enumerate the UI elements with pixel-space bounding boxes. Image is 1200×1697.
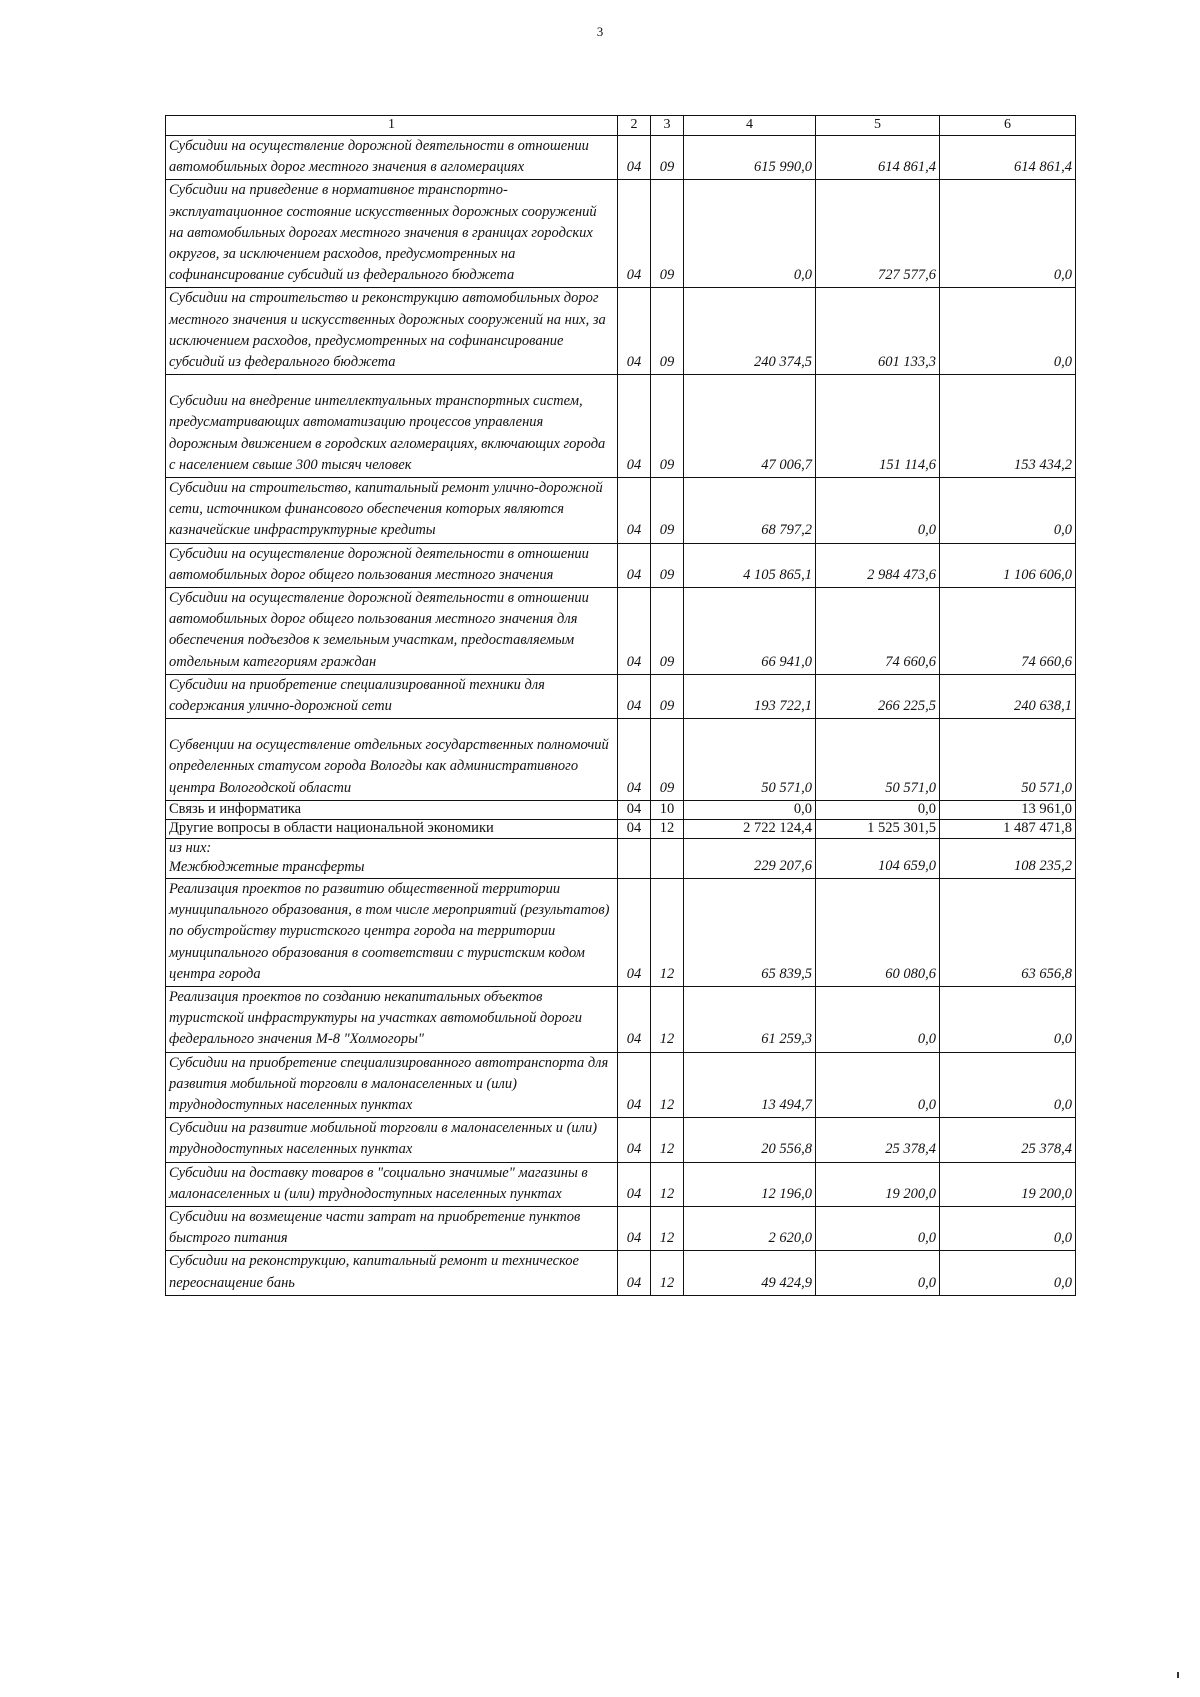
section-code: 04 — [618, 1162, 651, 1206]
amount-col-5: 0,0 — [816, 986, 940, 1052]
table-row — [166, 1251, 1076, 1295]
table-row — [166, 838, 1076, 878]
subsection-code: 12 — [651, 1162, 684, 1206]
subsection-code: 12 — [651, 1206, 684, 1250]
section-code: 04 — [618, 986, 651, 1052]
subsection-code: 09 — [651, 288, 684, 375]
table-row — [166, 1162, 1076, 1206]
section-code: 04 — [618, 819, 651, 838]
subsection-code: 12 — [651, 1118, 684, 1162]
amount-col-5: 151 114,6 — [816, 375, 940, 478]
row-label: Другие вопросы в области национальной экономики — [166, 819, 618, 838]
section-code: 04 — [618, 288, 651, 375]
section-code: 04 — [618, 1118, 651, 1162]
row-label: Субсидии на возмещение части затрат на приобретение пунктов быстрого питания — [166, 1206, 618, 1250]
table-row — [166, 1206, 1076, 1250]
column-header: 5 — [816, 116, 940, 136]
table-row — [166, 588, 1076, 675]
amount-col-4: 615 990,0 — [684, 136, 816, 180]
amount-col-4: 229 207,6 — [684, 838, 816, 878]
table-row — [166, 180, 1076, 288]
row-label: Субсидии на осуществление дорожной деятельности в отношении автомобильных дорог общего пользования местного значения — [166, 543, 618, 587]
column-header: 6 — [940, 116, 1076, 136]
row-label-prefix: из них: — [169, 839, 212, 856]
amount-col-5: 266 225,5 — [816, 674, 940, 718]
column-header: 2 — [618, 116, 651, 136]
amount-col-4: 65 839,5 — [684, 878, 816, 986]
amount-col-4: 12 196,0 — [684, 1162, 816, 1206]
amount-col-5: 0,0 — [816, 1052, 940, 1118]
amount-col-6: 153 434,2 — [940, 375, 1076, 478]
amount-col-5: 601 133,3 — [816, 288, 940, 375]
row-label: Субсидии на внедрение интеллектуальных транспортных систем, предусматривающих автоматизацию процессов управления дорожным движением в городских агломерациях, включающих города с населением свыше 300 тысяч человек — [166, 375, 618, 478]
subsection-code: 10 — [651, 800, 684, 819]
table-row — [166, 719, 1076, 801]
amount-col-6: 240 638,1 — [940, 674, 1076, 718]
section-code: 04 — [618, 478, 651, 544]
amount-col-4: 61 259,3 — [684, 986, 816, 1052]
row-label: Субсидии на строительство и реконструкцию автомобильных дорог местного значения и искусственных дорожных сооружений на них, за исключением расходов, предусмотренных на софинансирование субсидий из федерального бюджета — [166, 288, 618, 375]
amount-col-4: 20 556,8 — [684, 1118, 816, 1162]
table-row — [166, 986, 1076, 1052]
budget-table — [165, 115, 1076, 1296]
subsection-code: 12 — [651, 878, 684, 986]
subsection-code — [651, 838, 684, 878]
amount-col-6: 108 235,2 — [940, 838, 1076, 878]
amount-col-4: 193 722,1 — [684, 674, 816, 718]
section-code: 04 — [618, 800, 651, 819]
section-code: 04 — [618, 136, 651, 180]
column-header: 3 — [651, 116, 684, 136]
amount-col-6: 0,0 — [940, 288, 1076, 375]
section-code: 04 — [618, 1052, 651, 1118]
amount-col-6: 13 961,0 — [940, 800, 1076, 819]
table-row — [166, 543, 1076, 587]
amount-col-4: 47 006,7 — [684, 375, 816, 478]
row-label: Субсидии на приобретение специализированной техники для содержания улично-дорожной сети — [166, 674, 618, 718]
amount-col-5: 0,0 — [816, 1206, 940, 1250]
table-row — [166, 288, 1076, 375]
amount-col-6: 1 106 606,0 — [940, 543, 1076, 587]
table-row — [166, 478, 1076, 544]
amount-col-5: 727 577,6 — [816, 180, 940, 288]
amount-col-4: 50 571,0 — [684, 719, 816, 801]
section-code: 04 — [618, 1251, 651, 1295]
row-label: Субвенции на осуществление отдельных государственных полномочий определенных статусом города Вологды как административного центра Вологодской области — [166, 719, 618, 801]
subsection-code: 12 — [651, 986, 684, 1052]
amount-col-6: 614 861,4 — [940, 136, 1076, 180]
row-label: Реализация проектов по созданию некапитальных объектов туристской инфраструктуры на участках автомобильной дороги федерального значения М-8 "Холмогоры" — [166, 986, 618, 1052]
amount-col-6: 25 378,4 — [940, 1118, 1076, 1162]
amount-col-4: 13 494,7 — [684, 1052, 816, 1118]
row-label: Субсидии на приобретение специализированного автотранспорта для развития мобильной торговли в малонаселенных и (или) труднодоступных населенных пунктах — [166, 1052, 618, 1118]
amount-col-5: 1 525 301,5 — [816, 819, 940, 838]
amount-col-6: 0,0 — [940, 1052, 1076, 1118]
amount-col-4: 0,0 — [684, 180, 816, 288]
amount-col-4: 49 424,9 — [684, 1251, 816, 1295]
amount-col-5: 104 659,0 — [816, 838, 940, 878]
amount-col-4: 0,0 — [684, 800, 816, 819]
row-label: Субсидии на осуществление дорожной деятельности в отношении автомобильных дорог местного значения в агломерациях — [166, 136, 618, 180]
table-row — [166, 375, 1076, 478]
amount-col-6: 1 487 471,8 — [940, 819, 1076, 838]
amount-col-5: 0,0 — [816, 800, 940, 819]
subsection-code: 09 — [651, 180, 684, 288]
column-header: 1 — [166, 116, 618, 136]
amount-col-5: 19 200,0 — [816, 1162, 940, 1206]
section-code: 04 — [618, 674, 651, 718]
amount-col-6: 74 660,6 — [940, 588, 1076, 675]
amount-col-5: 74 660,6 — [816, 588, 940, 675]
amount-col-4: 240 374,5 — [684, 288, 816, 375]
row-label: Субсидии на приведение в нормативное транспортно-эксплуатационное состояние искусственных дорожных сооружений на автомобильных дорогах местного значения в границах городских округов, за исключением расходов, предусмотренных на софинансирование субсидий из федерального бюджета — [166, 180, 618, 288]
subsection-code: 09 — [651, 543, 684, 587]
table-row — [166, 674, 1076, 718]
section-code: 04 — [618, 1206, 651, 1250]
scan-mark — [1177, 1672, 1179, 1678]
amount-col-5: 50 571,0 — [816, 719, 940, 801]
amount-col-6: 50 571,0 — [940, 719, 1076, 801]
amount-col-5: 60 080,6 — [816, 878, 940, 986]
section-code: 04 — [618, 878, 651, 986]
amount-col-6: 0,0 — [940, 180, 1076, 288]
subsection-code: 09 — [651, 375, 684, 478]
row-label: Субсидии на доставку товаров в "социально значимые" магазины в малонаселенных и (или) труднодоступных населенных пунктах — [166, 1162, 618, 1206]
row-label: Субсидии на осуществление дорожной деятельности в отношении автомобильных дорог общего пользования местного значения для обеспечения подъездов к земельным участкам, предоставляемым отдельным категориям граждан — [166, 588, 618, 675]
subsection-code: 09 — [651, 719, 684, 801]
row-label: Субсидии на реконструкцию, капитальный ремонт и техническое переоснащение бань — [166, 1251, 618, 1295]
amount-col-6: 0,0 — [940, 1206, 1076, 1250]
section-code — [618, 838, 651, 878]
amount-col-4: 4 105 865,1 — [684, 543, 816, 587]
table-row — [166, 800, 1076, 819]
section-code: 04 — [618, 588, 651, 675]
amount-col-4: 2 620,0 — [684, 1206, 816, 1250]
section-code: 04 — [618, 375, 651, 478]
page-number: 3 — [596, 24, 604, 39]
amount-col-4: 66 941,0 — [684, 588, 816, 675]
table-row — [166, 819, 1076, 838]
table-row — [166, 1052, 1076, 1118]
column-header: 4 — [684, 116, 816, 136]
subsection-code: 12 — [651, 819, 684, 838]
table-row — [166, 878, 1076, 986]
amount-col-5: 2 984 473,6 — [816, 543, 940, 587]
subsection-code: 12 — [651, 1052, 684, 1118]
subsection-code: 09 — [651, 136, 684, 180]
section-code: 04 — [618, 180, 651, 288]
row-label: Субсидии на развитие мобильной торговли в малонаселенных и (или) труднодоступных населенных пунктах — [166, 1118, 618, 1162]
row-label-main: Межбюджетные трансферты — [169, 858, 365, 875]
amount-col-4: 68 797,2 — [684, 478, 816, 544]
subsection-code: 09 — [651, 588, 684, 675]
subsection-code: 12 — [651, 1251, 684, 1295]
amount-col-5: 25 378,4 — [816, 1118, 940, 1162]
amount-col-6: 19 200,0 — [940, 1162, 1076, 1206]
section-code: 04 — [618, 543, 651, 587]
amount-col-6: 0,0 — [940, 1251, 1076, 1295]
row-label — [166, 838, 618, 878]
amount-col-6: 63 656,8 — [940, 878, 1076, 986]
table-row — [166, 136, 1076, 180]
section-code: 04 — [618, 719, 651, 801]
amount-col-5: 614 861,4 — [816, 136, 940, 180]
amount-col-5: 0,0 — [816, 1251, 940, 1295]
budget-table-body — [166, 116, 1076, 1296]
amount-col-5: 0,0 — [816, 478, 940, 544]
amount-col-6: 0,0 — [940, 986, 1076, 1052]
table-row — [166, 1118, 1076, 1162]
row-label: Связь и информатика — [166, 800, 618, 819]
subsection-code: 09 — [651, 674, 684, 718]
row-label: Субсидии на строительство, капитальный ремонт улично-дорожной сети, источником финансового обеспечения которых являются казначейские инфраструктурные кредиты — [166, 478, 618, 544]
subsection-code: 09 — [651, 478, 684, 544]
table-header-row — [166, 116, 1076, 136]
amount-col-4: 2 722 124,4 — [684, 819, 816, 838]
row-label: Реализация проектов по развитию общественной территории муниципального образования, в том числе мероприятий (результатов) по обустройству туристского центра города на территории муниципального образования в соответствии с туристским кодом центра города — [166, 878, 618, 986]
amount-col-6: 0,0 — [940, 478, 1076, 544]
